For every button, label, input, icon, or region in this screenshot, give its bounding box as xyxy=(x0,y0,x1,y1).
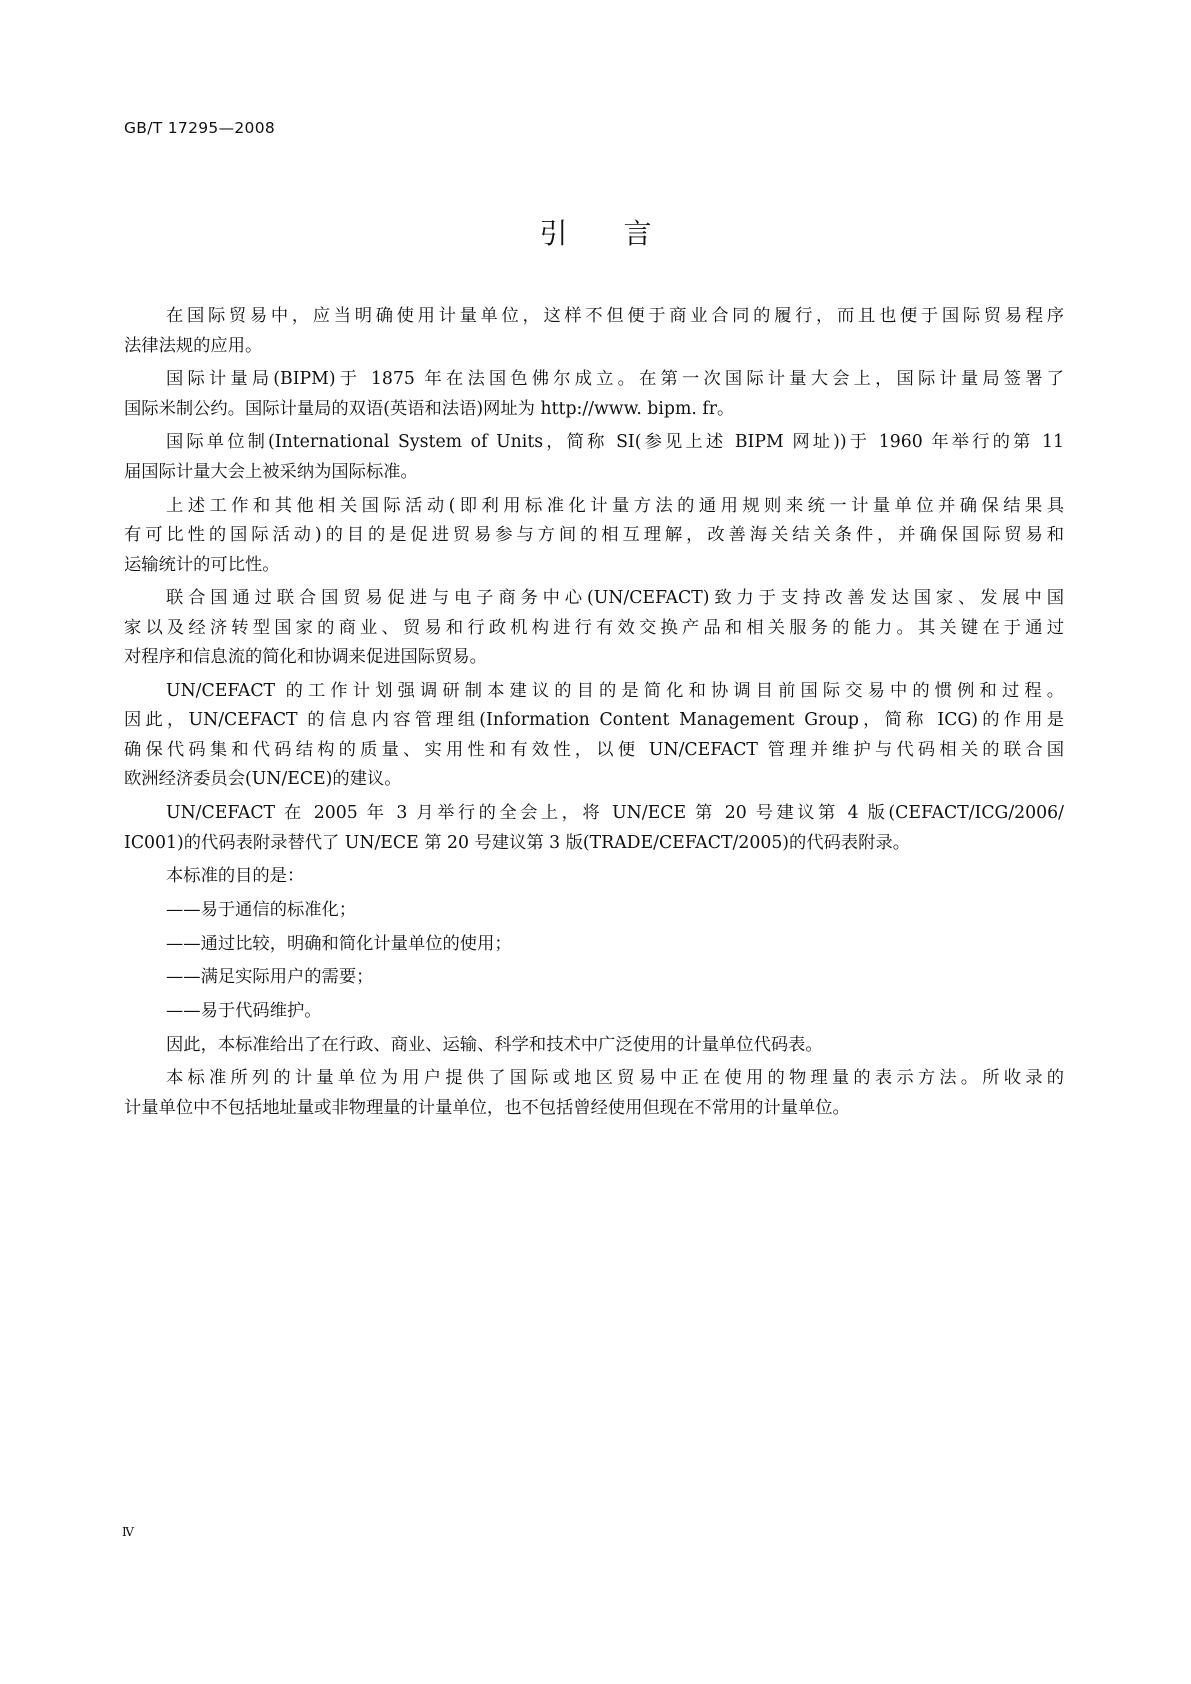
text-line: UN/CEFACT 在 2005 年 3 月举行的全会上，将 UN/ECE 第 20 号建议第 4 版(CEFACT/ICG/2006/ xyxy=(166,803,1064,824)
standard-number: GB/T 17295—2008 xyxy=(124,119,276,137)
page-title: 引言 xyxy=(539,217,708,250)
text-line: 因此，本标准给出了在行政、商业、运输、科学和技术中广泛使用的计量单位代码表。 xyxy=(166,1034,823,1055)
document-body xyxy=(124,302,1064,1128)
text-line: IC001)的代码表附录替代了 UN/ECE 第 20 号建议第 3 版(TRADE/CEFACT/2005)的代码表附录。 xyxy=(124,832,911,853)
text-line: 有可比性的国际活动)的目的是促进贸易参与方间的相互理解，改善海关结关条件，并确保国际贸易和 xyxy=(124,525,1064,546)
text-line: 国际单位制(International System of Units，简称 SI(参见上述 BIPM 网址))于 1960 年举行的第 11 xyxy=(166,432,1064,453)
paragraph xyxy=(124,428,1064,487)
text-line: 本标准所列的计量单位为用户提供了国际或地区贸易中正在使用的物理量的表示方法。所收录的 xyxy=(166,1068,1064,1089)
text-line: UN/CEFACT 的工作计划强调研制本建议的目的是简化和协调目前国际交易中的惯例和过程。 xyxy=(166,680,1064,701)
text-line: 联合国通过联合国贸易促进与电子商务中心(UN/CEFACT)致力于支持改善发达国家、发展中国 xyxy=(166,588,1064,609)
text-line: 国际计量局(BIPM)于 1875 年在法国色佛尔成立。在第一次国际计量大会上，国际计量局签署了 xyxy=(166,369,1064,390)
page-number: Ⅳ xyxy=(122,1525,134,1539)
paragraph xyxy=(124,963,1064,993)
paragraph xyxy=(124,365,1064,424)
text-line: 法律法规的应用。 xyxy=(124,335,263,356)
text-line: 届国际计量大会上被采纳为国际标准。 xyxy=(124,461,418,482)
text-line: 运输统计的可比性。 xyxy=(124,554,280,575)
text-line: ——满足实际用户的需要； xyxy=(166,967,374,988)
paragraph xyxy=(124,1031,1064,1061)
text-line: 欧洲经济委员会(UN/ECE)的建议。 xyxy=(124,769,402,790)
text-line: ——易于代码维护。 xyxy=(166,1001,322,1022)
paragraph xyxy=(124,584,1064,673)
text-line: ——通过比较，明确和简化计量单位的使用； xyxy=(166,933,512,954)
paragraph xyxy=(124,302,1064,361)
text-line: 在国际贸易中，应当明确使用计量单位，这样不但便于商业合同的履行，而且也便于国际贸易程序 xyxy=(166,306,1064,326)
text-line: 对程序和信息流的简化和协调来促进国际贸易。 xyxy=(124,647,487,668)
text-line: 国际米制公约。国际计量局的双语(英语和法语)网址为 http://www. bipm. fr。 xyxy=(124,398,735,419)
text-line: 上述工作和其他相关国际活动(即利用标准化计量方法的通用规则来统一计量单位并确保结果具 xyxy=(166,495,1064,516)
paragraph xyxy=(124,930,1064,960)
paragraph xyxy=(124,799,1064,858)
text-line: 计量单位中不包括地址量或非物理量的计量单位，也不包括曾经使用但现在不常用的计量单位。 xyxy=(124,1097,850,1118)
text-line: 因此，UN/CEFACT 的信息内容管理组(Information Content Management Group，简称 ICG)的作用是 xyxy=(124,710,1064,731)
paragraph xyxy=(124,677,1064,795)
text-line: 家以及经济转型国家的商业、贸易和行政机构进行有效交换产品和相关服务的能力。其关键在于通过 xyxy=(124,617,1064,638)
text-line: 本标准的目的是： xyxy=(166,866,305,887)
paragraph xyxy=(124,492,1064,581)
paragraph xyxy=(124,1064,1064,1123)
paragraph xyxy=(124,862,1064,892)
text-line: 确保代码集和代码结构的质量、实用性和有效性，以便 UN/CEFACT 管理并维护与代码相关的联合国 xyxy=(124,739,1064,760)
paragraph xyxy=(124,896,1064,926)
paragraph xyxy=(124,997,1064,1027)
text-line: ——易于通信的标准化； xyxy=(166,900,357,920)
